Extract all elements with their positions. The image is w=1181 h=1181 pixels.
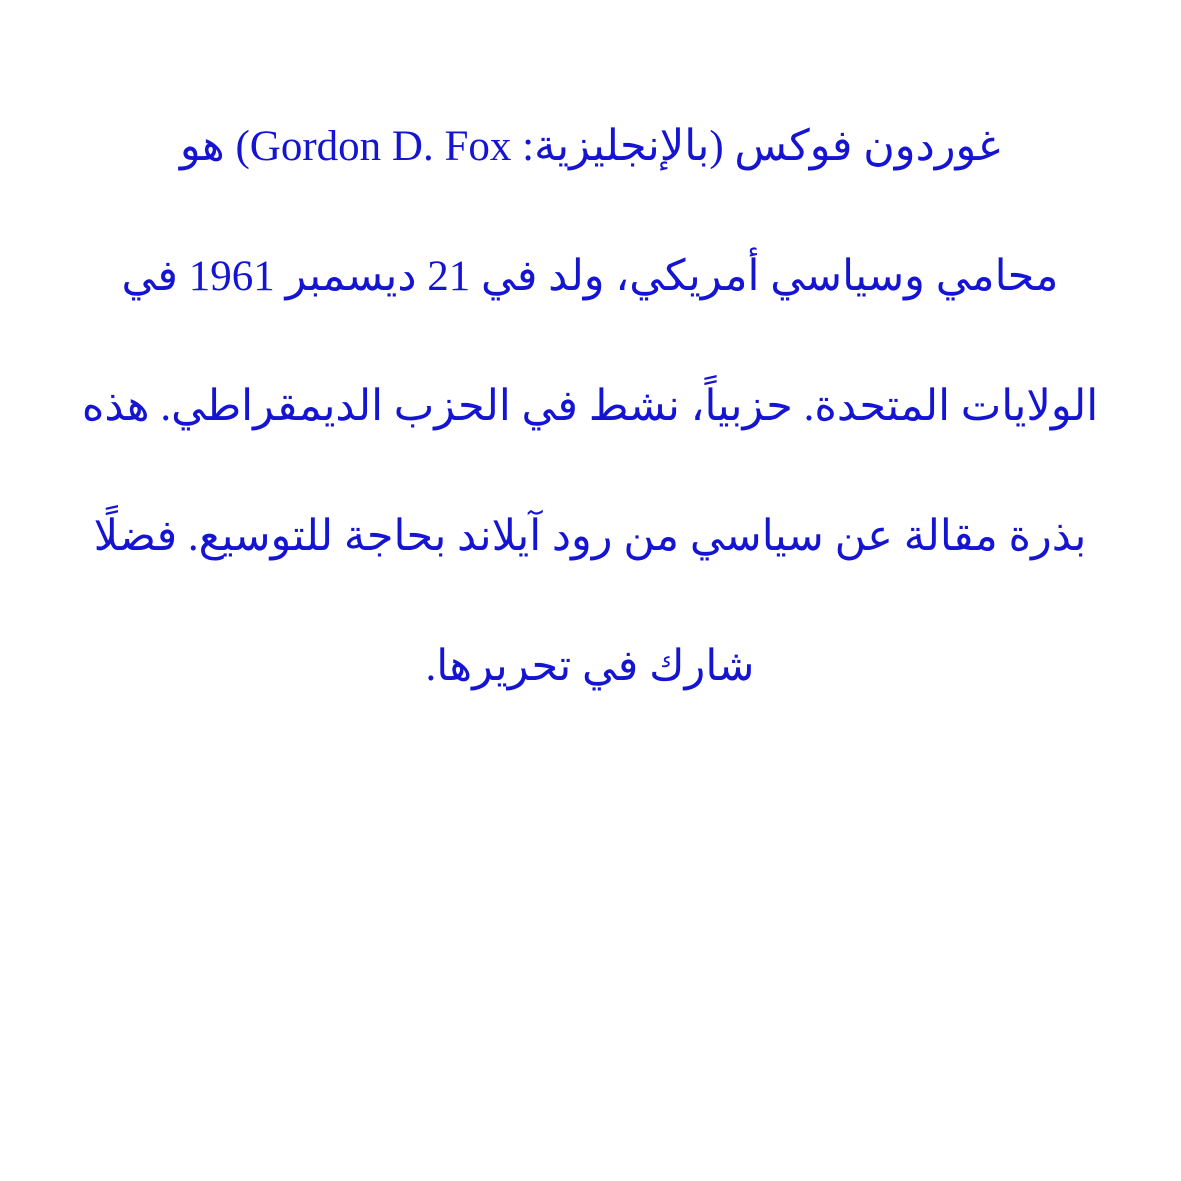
article-paragraph [80, 108, 1100, 758]
article-line-5: شارك في تحريرها. [425, 643, 755, 690]
article-line-3: الولايات المتحدة. حزبياً، نشط في الحزب الديمقراطي. هذه [81, 383, 1099, 430]
article-line-1: غوردون فوكس (بالإنجليزية: Gordon D. Fox) هو [179, 123, 1001, 170]
article-line-2: محامي وسياسي أمريكي، ولد في 21 ديسمبر 1961 في [121, 253, 1059, 300]
article-line-4: بذرة مقالة عن سياسي من رود آيلاند بحاجة للتوسيع. فضلًا [93, 513, 1087, 560]
